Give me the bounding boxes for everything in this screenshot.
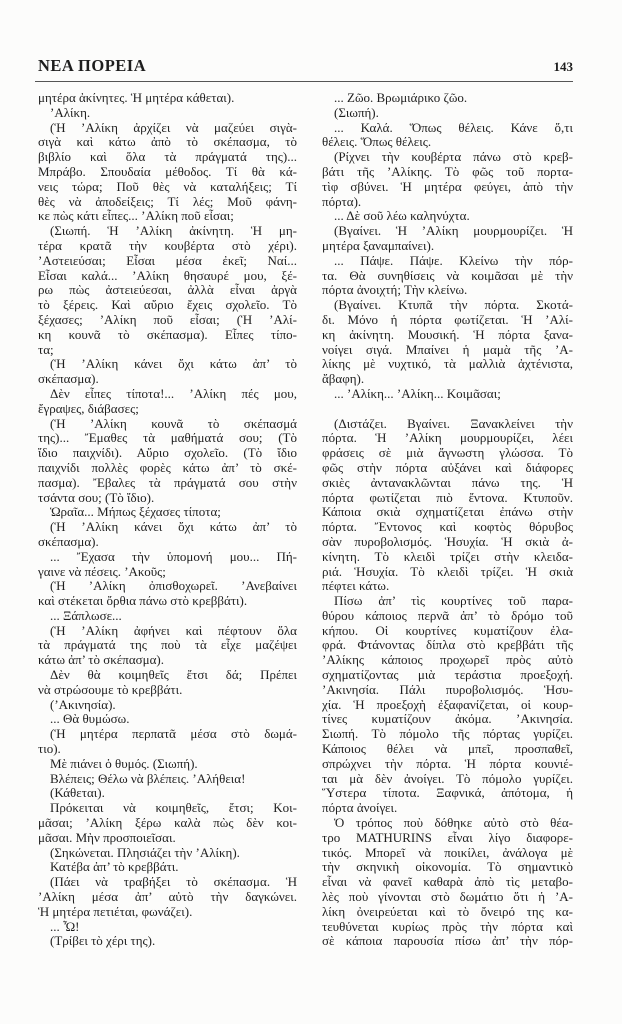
text-line: γαινε νὰ πέσεις. ’Ακοῦς;	[38, 563, 166, 579]
text-line: σὲ κάποια παρουσία πίσω ἀπ’ τὴν πόρ-	[322, 933, 573, 949]
text-line: σκέπασμα).	[38, 533, 99, 549]
paragraph	[322, 387, 573, 402]
text-line: ... ’Αλίκη... ’Αλίκη... Κοιμᾶσαι;	[334, 385, 501, 401]
text-line: τσάντα σου; (Τὸ ἴδιο).	[38, 489, 155, 505]
text-line: φράσεις σὲ μιὰ ἄγνωστη γλώσσα. Τὸ	[322, 445, 573, 461]
text-line: τρο MATHURINS εἶναι λίγο διαφορε-	[322, 829, 573, 845]
text-line: τὶφ σβύνει. Ἡ μητέρα φεύγει, ἀπὸ τὴν	[322, 178, 573, 194]
text-line: Πίσω ἀπ’ τὶς κουρτίνες τοῦ παρα-	[334, 593, 573, 609]
text-line: ... Θὰ θυμώσω.	[50, 711, 130, 727]
paragraph	[38, 934, 297, 949]
text-line: ριά. Ἡσυχία. Τὸ κλειδὶ τρίζει. Ἡ σκιὰ	[322, 563, 573, 579]
paragraph	[322, 816, 573, 949]
text-line: ’Αλίκη.	[50, 104, 91, 120]
text-line: (Σηκώνεται. Πλησιάζει τὴν ’Αλίκη).	[50, 844, 240, 860]
text-line: (Ἡ ’Αλίκη κάνει ὄχι κάτω ἀπ’ τὸ	[50, 519, 297, 535]
paragraph	[322, 209, 573, 224]
text-line: Μὲ πιάνει ὁ θυμός. (Σιωπή).	[50, 755, 198, 771]
text-line: Δὲν εἶπες τίποτα!... ’Αλίκη πές μου,	[50, 385, 297, 401]
text-line: Σιωπή. Τὸ πόμολο τῆς πόρτας γυρίζει.	[322, 726, 573, 742]
paragraph	[38, 224, 297, 357]
text-line: φρά. Φτάνοντας δίπλα στὸ κρεββάτι τῆς	[322, 637, 573, 653]
paragraph	[322, 106, 573, 121]
paragraph	[38, 727, 297, 757]
text-line: (Σιωπή).	[334, 104, 379, 120]
text-line: τα;	[38, 341, 54, 357]
text-line: τίνες κυματίζουν ἀκόμα. ’Ακινησία.	[322, 711, 573, 727]
text-line: ... Ἔχασα τὴν ὑπομονή μου... Πή-	[50, 548, 297, 564]
text-line: λὲς ποὺ γίνονται στὸ δωμάτιο ὅτι ἡ ’Α-	[322, 889, 573, 905]
text-line: ’Αστειεύσαι; Εἶσαι μέσα ἐκεῖ; Ναί...	[38, 252, 297, 268]
paragraph	[38, 698, 297, 713]
text-line: θὲς νὰ ἀποδείξεις; Τί λές; Μοῦ φάνη-	[38, 193, 297, 209]
running-head: ΝΕΑ ΠΟΡΕΙΑ	[38, 56, 147, 75]
text-line: (Ἡ μητέρα περπατᾶ μέσα στὸ δωμά-	[50, 726, 297, 742]
text-line: (Ἡ ’Αλίκη ἀρχίζει νὰ μαζεύει σιγὰ-	[50, 119, 297, 135]
text-line: πόρτα. Ἡ ’Αλίκη μουρμουρίζει, λέει	[322, 430, 573, 446]
paragraph	[38, 505, 297, 520]
paragraph	[38, 550, 297, 580]
text-line: λίκη ὀνειρεύεται καὶ τὸ ὄνειρό της κα-	[322, 903, 573, 919]
text-line: ... Πάψε. Πάψε. Κλείνω τὴν πόρ-	[334, 252, 573, 268]
text-line: ’Αλίκη μέσα ἀπ’ αὐτὸ τὴν δαγκώνει.	[38, 889, 297, 905]
text-line: Εἶσαι καλά... ’Αλίκη θησαυρέ μου, ξέ-	[38, 267, 297, 283]
paragraph	[322, 224, 573, 254]
text-line: ... Ζῶο. Βρωμιάρικο ζῶο.	[334, 90, 468, 105]
text-line: τέρα κρατᾶ τὴν κουβέρτα στὸ χέρι).	[38, 237, 297, 253]
right-column	[322, 91, 573, 949]
text-line: Δὲν θὰ κοιμηθεῖς ἔτσι δά; Πρέπει	[50, 667, 297, 683]
paragraph	[322, 121, 573, 151]
text-line: πόρτα).	[322, 193, 362, 209]
text-line: τευθύνεται κυρίως πρὸς τὴν πόρτα καὶ	[322, 918, 573, 934]
text-line: τα. Θὰ συνηθίσεις νὰ κοιμᾶσαι μὲ τὴν	[322, 267, 573, 283]
text-line: κίνητη. Τὸ κλειδὶ τρίζει στὴν κλειδα-	[322, 548, 573, 564]
text-line: (Ἡ ’Αλίκη κάνει ὄχι κάτω ἀπ’ τὸ	[50, 356, 297, 372]
paragraph	[38, 106, 297, 121]
text-line: (Σιωπή. Ἡ ’Αλίκη ἀκίνητη. Ἡ μη-	[50, 223, 297, 239]
text-line: σχηματίζοντας μιὰ τεράστια προεξοχή.	[322, 667, 573, 683]
text-line: ... Δὲ σοῦ λέω καληνύχτα.	[334, 208, 470, 224]
text-line: εἶναι νὰ φανεῖ καθαρὰ ἀπὸ τὶς μεταβο-	[322, 874, 573, 890]
text-line: χία. Ἡ προεξοχὴ ἐξαφανίζεται, οἱ κουρ-	[322, 696, 573, 712]
text-line: Κατέβα ἀπ’ τὸ κρεββάτι.	[50, 859, 179, 875]
text-line: μᾶσαι. Μὴν προσποιεῖσαι.	[38, 829, 176, 845]
text-line: σπρώχνει τὴν πόρτα. Ἡ πόρτα κουνιέ-	[322, 755, 573, 771]
text-line: (Ρίχνει τὴν κουβέρτα πάνω στὸ κρεβ-	[334, 149, 573, 165]
paragraph	[38, 579, 297, 609]
paragraph	[38, 772, 297, 787]
text-line: (Διστάζει. Βγαίνει. Ξανακλείνει τὴν	[334, 415, 573, 431]
paragraph	[38, 387, 297, 417]
text-line: ρω πὼς ἀστειεύεσαι, ἀλλὰ εἶναι ἀργὰ	[38, 282, 297, 298]
paragraph	[322, 594, 573, 816]
text-line: Πρόκειται νὰ κοιμηθεῖς, ἔτσι; Κοι-	[50, 800, 297, 816]
left-column	[38, 91, 297, 949]
text-line: Ἡ μητέρα πετιέται, φωνάζει).	[38, 903, 193, 919]
text-line: βάτι τῆς ’Αλίκης. Τὸ φῶς τοῦ πορτα-	[322, 163, 573, 179]
text-line: (’Ακινησία).	[50, 696, 116, 712]
text-line: σκέπασμα).	[38, 371, 99, 387]
text-line: (Τρίβει τὸ χέρι της).	[50, 933, 156, 949]
text-line: (Ἡ ’Αλίκη ἀφήνει καὶ πέφτουν ὅλα	[50, 622, 297, 638]
paragraph	[38, 860, 297, 875]
text-line: λίκης μὲ νυχτικό, τὰ μαλλιὰ ἀχτένιστα,	[322, 356, 573, 372]
text-line: πόρτα. Ἔντονος καὶ κοφτὸς θόρυβος	[322, 519, 573, 535]
paragraph	[322, 150, 573, 209]
text-line: ἴδιο παιχνίδι). Αὔριο σχολεῖο. (Τὸ ἴδιο	[38, 445, 297, 461]
text-line: κήπου. Οἱ κουρτίνες κυματίζουν ἐλα-	[322, 622, 573, 638]
paragraph	[38, 417, 297, 506]
text-line: (Κάθεται).	[50, 785, 105, 801]
text-line: τὴν σκηνικὴ οἰκονομία. Τὸ σημαντικὸ	[322, 859, 573, 875]
text-line: Ὕστερα τίποτα. Ξαφνικά, ἀπότομα, ἡ	[322, 785, 573, 801]
section-break	[322, 402, 573, 417]
text-line: (Βγαίνει. Ἡ ’Αλίκη μουρμουρίζει. Ἡ	[334, 223, 573, 239]
text-line: Βλέπεις; Θέλω νὰ βλέπεις. ’Αλήθεια!	[50, 770, 246, 786]
text-line: ’Ακινησία. Πάλι πυροβολισμός. Ἡσυ-	[322, 681, 573, 697]
paragraph	[38, 668, 297, 698]
text-line: τιο).	[38, 741, 61, 757]
text-line: Ὁ τρόπος ποὺ δόθηκε αὐτὸ στὸ θέα-	[334, 815, 573, 831]
text-line: Κάποιος θέλει νὰ μπεῖ, προσπαθεῖ,	[322, 741, 573, 757]
text-line: τὸ ξέρεις. Καὶ αὔριο ἔχεις σχολεῖο. Τὸ	[38, 297, 297, 313]
text-line: (Ἡ ’Αλίκη ὀπισθοχωρεῖ. ’Ανεβαίνει	[50, 578, 297, 594]
text-line: μᾶσαι; ’Αλίκη ξέρω καλὰ πὼς δὲν κοι-	[38, 815, 297, 831]
paragraph	[38, 875, 297, 919]
text-line: κη κουνᾶ τὸ σκέπασμα). Εἶπες τίπο-	[38, 326, 297, 342]
text-line: βιβλίο καὶ ὅλα τὰ πράγματά της)...	[38, 149, 297, 165]
text-section	[322, 417, 573, 950]
paragraph	[38, 712, 297, 727]
text-section	[322, 91, 573, 402]
paragraph	[38, 357, 297, 387]
text-line: (Πάει νὰ τραβήξει τὸ σκέπασμα. Ἡ	[50, 874, 297, 890]
paragraph	[38, 757, 297, 772]
paragraph	[38, 624, 297, 668]
text-line: τικός. Μπορεῖ νὰ ποικίλει, ἀνάλογα μὲ	[322, 844, 573, 860]
text-line: ... Καλά. Ὅπως θέλεις. Κάνε ὅ,τι	[334, 119, 573, 135]
paragraph	[322, 254, 573, 298]
text-line: ’Αλίκης κάποιος προχωρεῖ πρὸς αὐτὸ	[322, 652, 573, 668]
text-line: φῶς στὴν πόρτα αὐξάνει καὶ διάφορες	[322, 459, 573, 475]
text-line: ἔγραψες, διάβασες;	[38, 400, 139, 416]
text-line: Κάποια σκιὰ σχηματίζεται ἐπάνω στὴν	[322, 504, 573, 520]
text-line: κε πὼς κάτι εἶπες... ’Αλίκη ποῦ εἶσαι;	[38, 208, 234, 224]
paragraph	[38, 920, 297, 935]
text-line: πασμα). Ἔβαλες τὰ πράγματά σου στὴν	[38, 474, 297, 490]
paragraph	[322, 91, 573, 106]
header-rule	[35, 81, 573, 82]
page-number: 143	[553, 59, 573, 74]
text-line: ἄβαφη).	[322, 371, 365, 387]
text-line: θέλεις. Ὅπως θέλεις.	[322, 134, 432, 150]
text-line: ... Ξάπλωσε...	[50, 607, 122, 623]
paragraph	[38, 520, 297, 550]
text-line: πόρτα φωτίζεται πιὸ ἔντονα. Κτυποῦν.	[322, 489, 573, 505]
text-line: μητέρα ἀκίνητες. Ἡ μητέρα κάθεται).	[38, 90, 235, 105]
text-line: ται μὰ δὲν ἀνοίγει. Τὸ πόμολο γυρίζει.	[322, 770, 573, 786]
paragraph	[38, 609, 297, 624]
text-line: σὰν πυροβολισμός. Ἡσυχία. Ἡ σκιὰ ἀ-	[322, 533, 573, 549]
text-line: σκιὲς ἀντανακλῶνται πάνω της. Ἡ	[322, 474, 573, 490]
text-line: δι. Μόνο ἡ πόρτα φωτίζεται. Ἡ ’Αλί-	[322, 311, 573, 327]
paragraph	[38, 786, 297, 801]
text-line: Ὡραῖα... Μήπως ξέχασες τίποτα;	[50, 504, 221, 520]
paragraph	[38, 801, 297, 845]
paragraph	[38, 846, 297, 861]
text-line: νὰ στρώσουμε τὸ κρεββάτι.	[38, 681, 183, 697]
paragraph	[38, 121, 297, 225]
text-line: (Ἡ ’Αλίκη κουνᾶ τὸ σκέπασμά	[50, 415, 297, 431]
paragraph	[38, 91, 297, 106]
text-line: Μπράβο. Σπουδαία μέθοδος. Τί θὰ κά-	[38, 163, 297, 179]
paragraph	[322, 298, 573, 387]
text-line: πόρτα ἀνοίγει.	[322, 800, 398, 816]
text-line: τὰ πράγματά της ποὺ τὰ εἶχε μαζέψει	[38, 637, 297, 653]
text-line: κάτω ἀπ’ τὸ σκέπασμα).	[38, 652, 165, 668]
text-line: ... Ὦ!	[50, 918, 80, 934]
paragraph	[322, 417, 573, 595]
text-line: πέφτει κάτω.	[322, 578, 390, 594]
text-line: καὶ στέκεται ὄρθια πάνω στὸ κρεββάτι).	[38, 593, 248, 609]
text-line: πόρτα ἀνοιχτή; Τὴν κλείνω.	[322, 282, 468, 298]
text-line: παιχνίδι πολλὲς φορὲς κάτω ἀπ’ τὸ σκέ-	[38, 459, 297, 475]
text-line: σιγὰ καὶ κάτω ἀπὸ τὸ σκέπασμα, τὸ	[38, 134, 297, 150]
text-line: (Βγαίνει. Κτυπᾶ τὴν πόρτα. Σκοτά-	[334, 297, 573, 313]
text-line: μητέρα ξαναμπαίνει).	[322, 237, 435, 253]
text-line: νοίγει σιγά. Μπαίνει ἡ μαμὰ τῆς ’Α-	[322, 341, 573, 357]
text-line: της)... Ἔμαθες τὰ μαθήματά σου; (Τὸ	[38, 430, 297, 446]
text-line: ξέχασες; ’Αλίκη ποῦ εἶσαι; (Ἡ ’Αλί-	[38, 311, 297, 327]
text-line: κη ἀκίνητη. Μουσική. Ἡ πόρτα ξανα-	[322, 326, 573, 342]
text-line: νεις τώρα; Ποῦ θὲς νὰ καταλήξεις; Τί	[38, 178, 297, 194]
text-line: θύρου κάποιος περνᾶ ἀπ’ τὸ δρόμο τοῦ	[322, 607, 573, 623]
